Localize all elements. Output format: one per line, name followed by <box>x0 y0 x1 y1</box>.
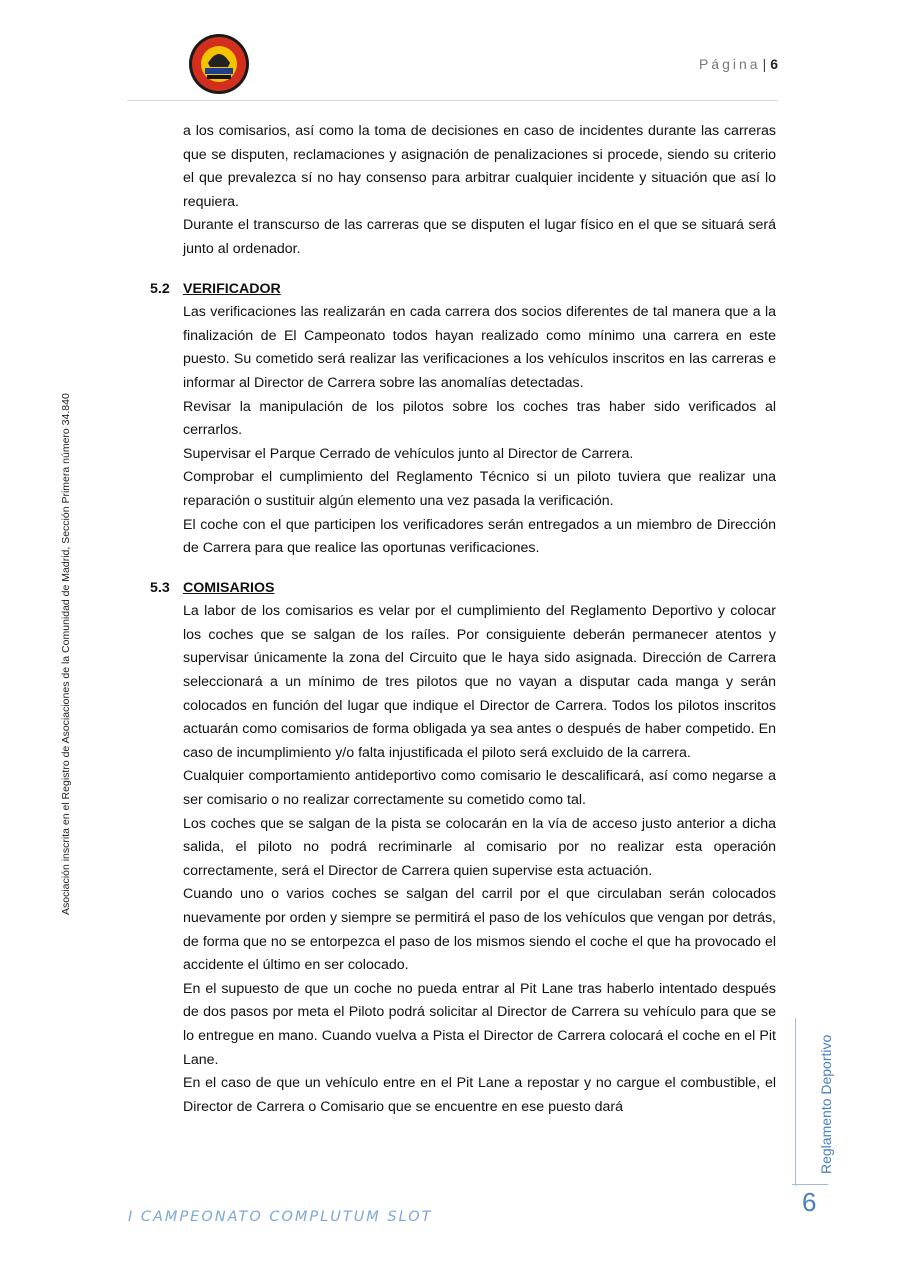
section-title: VERIFICADOR <box>183 280 281 297</box>
page-number: 6 <box>770 56 778 72</box>
section-title: COMISARIOS <box>183 579 275 596</box>
page-word: Página <box>698 56 761 72</box>
document-name: Reglamento Deportivo <box>818 1034 834 1174</box>
club-logo <box>188 33 250 95</box>
section-heading <box>150 577 776 601</box>
championship-title: I CAMPEONATO COMPLUTUM SLOT <box>128 1209 433 1225</box>
footer-horizontal-rule <box>792 1184 828 1185</box>
footer-vertical-rule <box>795 1018 796 1186</box>
section-comisarios <box>150 577 776 1120</box>
page-separator: | <box>762 56 767 72</box>
intro-paragraph: Durante el transcurso de las carreras que se disputen el lugar físico en el que se situará será junto al ordenador. <box>183 217 776 257</box>
section-paragraph: El coche con el que participen los verificadores serán entregados a un miembro de Dirección de Carrera para que realice las oportunas verificaciones. <box>183 516 776 557</box>
page-indicator <box>699 56 778 72</box>
section-paragraph: Cualquier comportamiento antideportivo como comisario le descalificará, así como negarse a ser comisario o no realizar correctamente su cometido como tal. <box>183 768 776 809</box>
section-number: 5.3 <box>150 579 170 596</box>
section-verificador <box>150 278 776 561</box>
section-paragraph: Comprobar el cumplimiento del Reglamento Técnico si un piloto tuviera que realizar una reparación o sustituir algún elemento una vez pasada la verificación. <box>183 469 776 509</box>
section-paragraph: En el supuesto de que un coche no pueda entrar al Pit Lane tras haberlo intentado después de dos pasos por meta el Piloto podrá solicitar al Director de Carrera su vehículo para que se lo entregue en mano. Cuando vuelva a Pista el Director de Carrera colocará el coche en el Pit Lane. <box>183 980 776 1068</box>
footer-page-number: 6 <box>802 1187 817 1217</box>
section-paragraph: La labor de los comisarios es velar por el cumplimiento del Reglamento Deportivo y colocar los coches que se salgan de los raíles. Por consiguiente deberán permanecer atentos y supervisar únicamente la zona del Circuito que le haya sido asignada. Dirección de Carrera seleccionará a un mínimo de tres pilotos que no vayan a disputar cada manga y serán colocados en función del lugar que indique el Director de Carrera. Todos los pilotos inscritos actuarán como comisarios de forma obligada ya sea antes o después de haber competido. En caso de incumplimiento y/o falta injustificada el piloto será excluido de la carrera. <box>183 603 776 761</box>
intro-paragraph: a los comisarios, así como la toma de decisiones en caso de incidentes durante las carreras que se disputen, reclamaciones y asignación de penalizaciones si procede, siendo su criterio el que prevalezca sí no hay consenso para arbitrar cualquier incidente y situación que así lo requiera. <box>183 123 776 210</box>
section-paragraph: En el caso de que un vehículo entre en el Pit Lane a repostar y no cargue el combustible, el Director de Carrera o Comisario que se encuentre en ese puesto dará <box>183 1075 776 1115</box>
registration-notice: Asociación inscrita en el Registro de Asociaciones de la Comunidad de Madrid, Sección Primera número 34.840 <box>60 393 72 915</box>
header-divider <box>127 100 778 101</box>
section-paragraph: Las verificaciones las realizarán en cada carrera dos socios diferentes de tal manera que a la finalización de El Campeonato todos hayan realizado como mínimo una carrera en este puesto. Su cometido será realizar las verificaciones a los vehículos inscritos en las carreras e informar al Director de Carrera sobre las anomalías detectadas. <box>183 304 776 391</box>
section-paragraph: Revisar la manipulación de los pilotos sobre los coches tras haber sido verificados al cerrarlos. <box>183 398 776 439</box>
document-body <box>150 120 776 1119</box>
section-paragraph: Cuando uno o varios coches se salgan del carril por el que circulaban serán colocados nuevamente por orden y siempre se permitirá el paso de los vehículos que vengan por detrás, de forma que no se entorpezca el paso de los mismos siendo el coche el que ha provocado el accidente el último en ser colocado. <box>183 886 776 974</box>
section-paragraph: Supervisar el Parque Cerrado de vehículos junto al Director de Carrera. <box>183 445 634 462</box>
section-heading <box>150 278 776 302</box>
section-paragraph: Los coches que se salgan de la pista se colocarán en la vía de acceso justo anterior a dicha salida, el piloto no podrá recriminarle al comisario por no realizar esta operación correctamente, será el Director de Carrera quien supervise esta actuación. <box>183 815 776 879</box>
section-number: 5.2 <box>150 280 170 297</box>
